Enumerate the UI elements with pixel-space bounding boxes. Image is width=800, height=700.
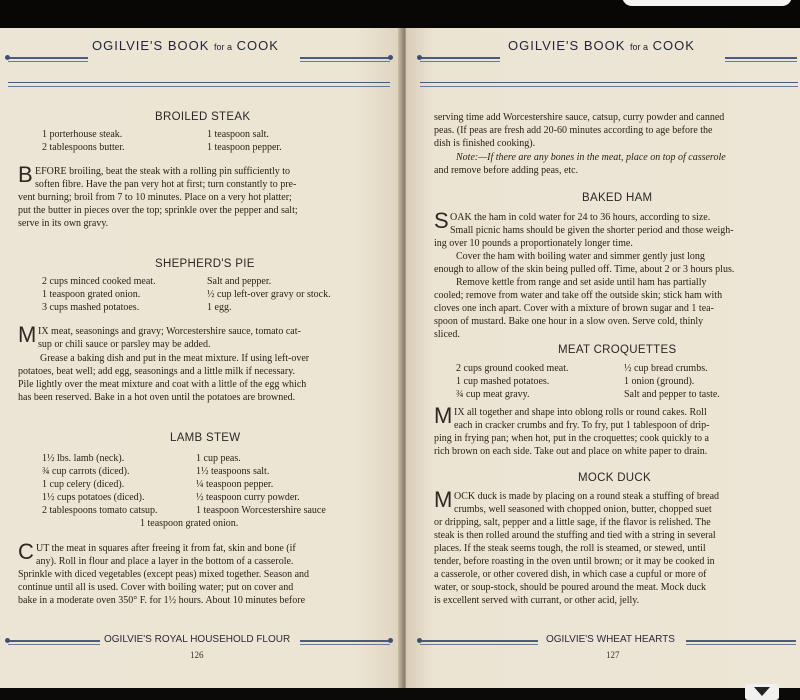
section-title: MEAT CROQUETTES — [558, 344, 677, 356]
ingredient: 1 cup mashed potatoes. — [456, 376, 550, 387]
section-title: BROILED STEAK — [155, 111, 251, 123]
section-title: LAMB STEW — [170, 432, 241, 444]
header-ornament — [417, 55, 422, 60]
note-line: Note:—If there are any bones in the meat, place on top of casserole — [456, 152, 726, 163]
ingredient: Salt and pepper to taste. — [624, 389, 720, 400]
ingredient: Salt and pepper. — [207, 276, 272, 287]
page-footer-left: OGILVIE'S ROYAL HOUSEHOLD FLOUR — [104, 634, 291, 645]
ingredient: 1 cup peas. — [196, 453, 241, 464]
body-line: sup or chili sauce or parsley may be added. — [38, 339, 211, 350]
body-line: Small picnic hams should be given the shorter period and those weigh- — [450, 225, 734, 236]
chevron-down-icon — [754, 687, 770, 696]
drop-cap: S — [434, 208, 449, 233]
ingredient: ½ cup bread crumbs. — [624, 363, 708, 374]
body-line: water, or soup-stock, should be poured around the meat. Mock duck — [434, 582, 707, 593]
body-line: put the butter in pieces over the top; sprinkle over the pepper and salt; — [18, 205, 298, 216]
header-underline-left — [8, 82, 390, 83]
drop-cap: M — [434, 487, 453, 512]
ingredient: 1½ lbs. lamb (neck). — [42, 453, 125, 464]
body-line: tender, before roasting in the oven until brown; or it may be cooked in — [434, 556, 715, 567]
body-line: UT the meat in squares after freeing it from fat, skin and bone (if — [36, 543, 296, 554]
body-line: OCK duck is made by placing on a round steak a stuffing of bread — [454, 491, 720, 502]
body-line: cooled; remove from water and take off the outside skin; stick ham with — [434, 290, 723, 301]
footer-ornament — [417, 638, 422, 643]
section-title: MOCK DUCK — [578, 472, 651, 484]
ingredient: ¼ teaspoon pepper. — [196, 479, 274, 490]
ingredient: 3 cups mashed potatoes. — [42, 302, 140, 313]
body-line: bake in a moderate oven 350° F. for 1½ hours. About 10 minutes before — [18, 595, 306, 606]
ingredient: ¾ cup carrots (diced). — [42, 466, 130, 477]
footer-ornament — [5, 638, 10, 643]
body-line: and remove before adding peas, etc. — [434, 165, 579, 176]
body-line: IX all together and shape into oblong rolls or round cakes. Roll — [454, 407, 707, 418]
body-line: has been reserved. Bake in a hot oven until the potatoes are browned. — [18, 392, 296, 403]
body-line: steak is then rolled around the stuffing and tied with a string in several — [434, 530, 716, 541]
ingredient: 1 teaspoon Worcestershire sauce — [196, 505, 326, 516]
page-footer-right: OGILVIE'S WHEAT HEARTS — [546, 634, 675, 645]
header-underline-right — [420, 82, 798, 83]
body-line: or dripping, salt, pepper and a little sage, if the flavor is relished. The — [434, 517, 711, 528]
footer-rule — [300, 640, 390, 642]
body-line: soften fibre. Have the pan very hot at first; turn constantly to pre- — [35, 179, 297, 190]
ingredient: ¾ cup meat gravy. — [456, 389, 530, 400]
body-line: Cover the ham with boiling water and simmer gently just long — [456, 251, 705, 262]
body-line: enough to allow of the skin being pulled off. Time, about 2 or 3 hours plus. — [434, 264, 735, 275]
header-rule-right-b — [725, 57, 797, 59]
body-line: places. If the steak seems tough, the roll is steamed, or stewed, until — [434, 543, 706, 554]
ingredient: 1 teaspoon grated onion. — [140, 518, 239, 529]
header-ornament — [5, 55, 10, 60]
body-line: EFORE broiling, beat the steak with a rolling pin sufficiently to — [35, 166, 291, 177]
body-line: Sprinkle with diced vegetables (except peas) mixed together. Season and — [18, 569, 310, 580]
body-line: dish is finished cooking). — [434, 138, 536, 149]
body-line: IX meat, seasonings and gravy; Worcestershire sauce, tomato cat- — [38, 326, 301, 337]
page-header-right: OGILVIE'S BOOK for a COOK — [508, 38, 695, 53]
body-line: Pile lightly over the meat mixture and coat with a little of the egg which — [18, 379, 307, 390]
drop-cap: C — [18, 539, 34, 564]
body-line: peas. (If peas are fresh add 20-60 minutes according to age before the — [434, 125, 713, 136]
body-line: ing over 10 pounds a proportionately longer time. — [434, 238, 633, 249]
footer-rule — [686, 640, 796, 642]
body-line: is excellent served with currant, or other acid, jelly. — [434, 595, 640, 606]
footer-ornament — [388, 638, 393, 643]
page-number-left: 126 — [190, 650, 204, 660]
body-line: crumbs, well seasoned with chopped onion, butter, chopped suet — [454, 504, 712, 515]
ingredient: 2 cups minced cooked meat. — [42, 276, 156, 287]
header-rule-left-a — [8, 57, 88, 59]
body-line: OAK the ham in cold water for 24 to 36 hours, according to size. — [450, 212, 711, 223]
body-line: continue until all is used. Cover with boiling water; put on cover and — [18, 582, 294, 593]
ingredient: 1½ teaspoons salt. — [196, 466, 270, 477]
page-number-right: 127 — [606, 650, 620, 660]
ingredient: 1 cup celery (diced). — [42, 479, 125, 490]
body-line: sliced. — [434, 329, 460, 340]
ingredient: 2 tablespoons tomato catsup. — [42, 505, 158, 516]
drop-cap: M — [18, 322, 37, 347]
footer-rule — [8, 640, 100, 642]
ingredient: 2 cups ground cooked meat. — [456, 363, 569, 374]
section-title: SHEPHERD'S PIE — [155, 258, 255, 270]
body-line: vent burning; broil from 7 to 10 minutes. Place on a very hot platter; — [18, 192, 292, 203]
ingredient: 2 tablespoons butter. — [42, 142, 125, 153]
body-line: spoon of mustard. Bake one hour in a slow oven. Serve cold, thinly — [434, 316, 704, 327]
header-rule-left-b — [300, 57, 390, 59]
ingredient: 1 teaspoon grated onion. — [42, 289, 141, 300]
ingredient: ½ cup left-over gravy or stock. — [207, 289, 331, 300]
footer-rule — [420, 640, 538, 642]
body-line: Grease a baking dish and put in the meat mixture. If using left-over — [40, 353, 310, 364]
top-corner-tab — [622, 0, 792, 6]
section-title: BAKED HAM — [582, 192, 653, 204]
body-line: each in cracker crumbs and fry. To fry, put 1 tablespoon of drip- — [454, 420, 710, 431]
page-header-left: OGILVIE'S BOOK for a COOK — [92, 38, 279, 53]
header-ornament — [388, 55, 393, 60]
body-line: serving time add Worcestershire sauce, catsup, curry powder and canned — [434, 112, 725, 123]
ingredient: 1 teaspoon salt. — [207, 129, 269, 140]
body-line: rich brown on each side. Take out and place on white paper to drain. — [434, 446, 708, 457]
ingredient: 1½ cups potatoes (diced). — [42, 492, 145, 503]
body-line: any). Roll in flour and place a layer in the bottom of a casserole. — [36, 556, 294, 567]
body-line: serve in its own gravy. — [18, 218, 109, 229]
ingredient: ½ teaspoon curry powder. — [196, 492, 300, 503]
body-line: a casserole, or other covered dish, in which case a cupful or more of — [434, 569, 707, 580]
ingredient: 1 teaspoon pepper. — [207, 142, 282, 153]
body-line: ping in frying pan; when hot, put in the croquettes; cook quickly to a — [434, 433, 709, 444]
body-line: potatoes, beat well; add egg, seasonings and a little milk if necessary. — [18, 366, 296, 377]
ingredient: 1 egg. — [207, 302, 232, 313]
body-line: cloves one inch apart. Cover with a mixture of brown sugar and 1 tea- — [434, 303, 714, 314]
top-bar — [0, 0, 800, 28]
scroll-down-button[interactable] — [745, 684, 779, 700]
body-line: Remove kettle from range and set aside until ham has partially — [456, 277, 707, 288]
ingredient: 1 porterhouse steak. — [42, 129, 123, 140]
bottom-bar — [0, 688, 800, 700]
ingredient: 1 onion (ground). — [624, 376, 695, 387]
drop-cap: M — [434, 403, 453, 428]
header-rule-right-a — [420, 57, 500, 59]
drop-cap: B — [18, 162, 33, 187]
